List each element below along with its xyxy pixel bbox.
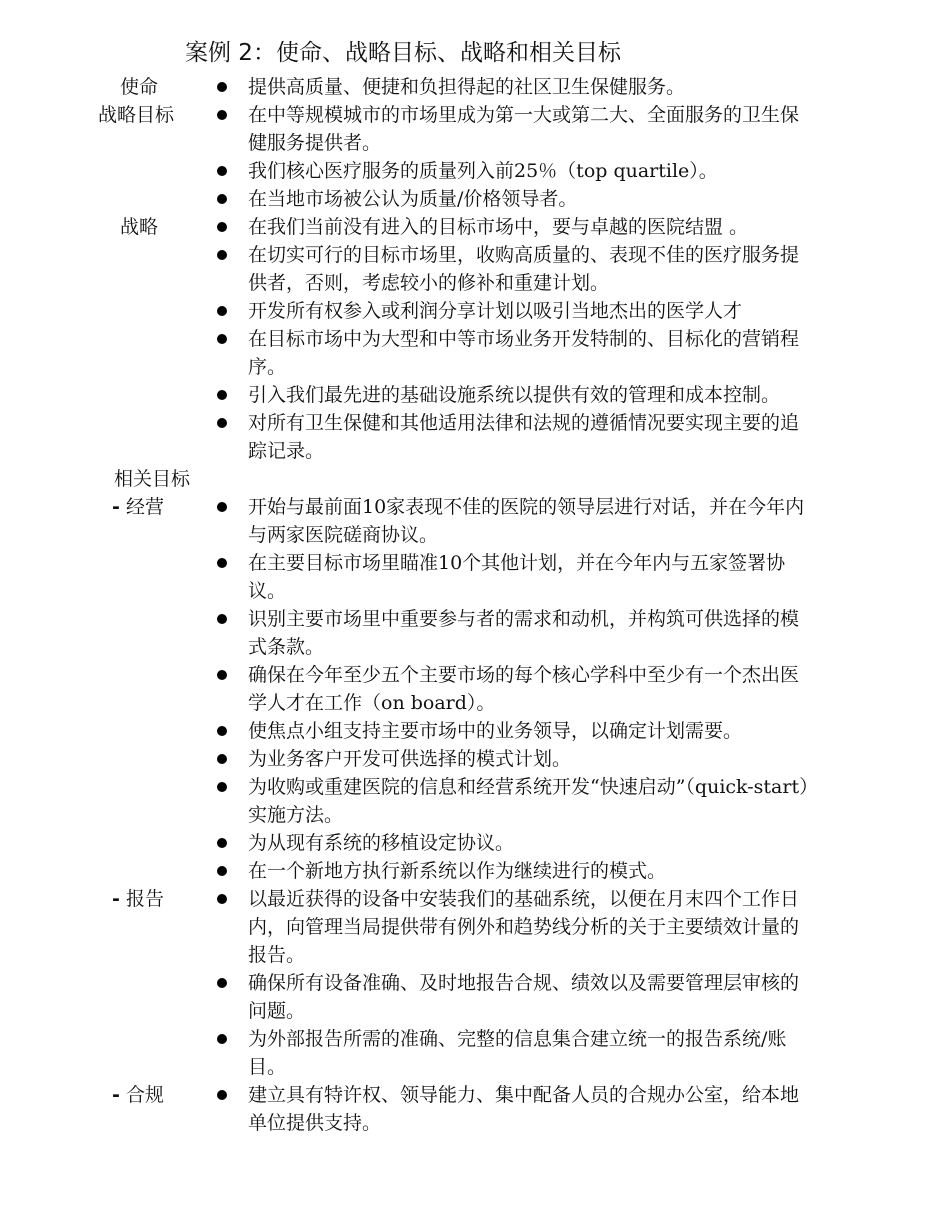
- compliance-label-text: 合规: [126, 1084, 165, 1106]
- list-item: [0, 73, 813, 101]
- list-item-text: 以最近获得的设备中安装我们的基础系统，以便在月末四个工作日内，向管理当局提供带有例外和趋势线分析的关于主要绩效计量的报告。: [248, 888, 800, 966]
- list-item: [0, 493, 813, 549]
- bullet-icon: [217, 754, 227, 764]
- list-item-text: 为业务客户开发可供选择的模式计划。: [248, 748, 572, 770]
- list-item-text: 识别主要市场里中重要参与者的需求和动机，并构筑可供选择的模式条款。: [248, 608, 800, 658]
- bullet-icon: [217, 82, 227, 92]
- operations-list: [0, 493, 950, 885]
- strategic-goals-label: 战略目标: [98, 104, 175, 126]
- list-item: [0, 213, 813, 241]
- bullet-icon: [217, 726, 227, 736]
- strategy-section: [0, 213, 950, 465]
- dash-marker: -: [112, 1084, 120, 1106]
- operations-section: [0, 493, 950, 885]
- list-item: [0, 241, 813, 297]
- bullet-icon: [217, 1034, 227, 1044]
- bullet-icon: [217, 222, 227, 232]
- reporting-label-text: 报告: [126, 888, 165, 910]
- dash-marker: -: [112, 496, 120, 518]
- operations-label-text: 经营: [126, 496, 165, 518]
- list-item: [0, 297, 813, 325]
- list-item: [0, 857, 813, 885]
- list-item: [0, 1025, 813, 1081]
- list-item-text: 建立具有特许权、领导能力、集中配备人员的合规办公室，给本地单位提供支持。: [248, 1084, 800, 1134]
- list-item-text: 确保所有设备准确、及时地报告合规、绩效以及需要管理层审核的问题。: [248, 972, 800, 1022]
- mission-list: [0, 73, 950, 101]
- page-title: 案例 2：使命、战略目标、战略和相关目标: [185, 40, 621, 66]
- list-item-text: 我们核心医疗服务的质量列入前25％（top quartile）。: [248, 160, 718, 182]
- mission-label: 使命: [120, 76, 159, 98]
- reporting-section: [0, 885, 950, 1081]
- list-item-text: 对所有卫生保健和其他适用法律和法规的遵循情况要实现主要的追踪记录。: [248, 412, 800, 462]
- list-item: [0, 773, 813, 829]
- bullet-icon: [217, 670, 227, 680]
- bullet-icon: [217, 418, 227, 428]
- list-item: [0, 1081, 813, 1137]
- list-item: [0, 969, 813, 1025]
- related-goals-label: 相关目标: [114, 468, 191, 490]
- list-item-text: 开始与最前面10家表现不佳的医院的领导层进行对话，并在今年内与两家医院磋商协议。: [248, 496, 805, 546]
- list-item-text: 为从现有系统的移植设定协议。: [248, 832, 515, 854]
- list-item: [0, 661, 813, 717]
- mission-section: [0, 73, 950, 101]
- bullet-icon: [217, 838, 227, 848]
- bullet-icon: [217, 502, 227, 512]
- list-item-text: 提供高质量、便捷和负担得起的社区卫生保健服务。: [248, 76, 686, 98]
- list-item: [0, 717, 813, 745]
- list-item-text: 在当地市场被公认为质量/价格领导者。: [248, 188, 578, 210]
- bullet-icon: [217, 110, 227, 120]
- document-content: [0, 73, 950, 1137]
- list-item: [0, 157, 813, 185]
- list-item: [0, 549, 813, 605]
- list-item: [0, 745, 813, 773]
- strategic-goals-list: [0, 101, 950, 213]
- list-item-text: 在目标市场中为大型和中等市场业务开发特制的、目标化的营销程序。: [248, 328, 800, 378]
- bullet-icon: [217, 782, 227, 792]
- dash-marker: -: [112, 888, 120, 910]
- bullet-icon: [217, 1090, 227, 1100]
- list-item: [0, 325, 813, 381]
- bullet-icon: [217, 614, 227, 624]
- list-item: [0, 101, 813, 157]
- list-item-text: 在主要目标市场里瞄准10个其他计划，并在今年内与五家签署协议。: [248, 552, 786, 602]
- list-item-text: 在我们当前没有进入的目标市场中，要与卓越的医院结盟 。: [248, 216, 749, 238]
- strategy-list: [0, 213, 950, 465]
- reporting-list: [0, 885, 950, 1081]
- list-item-text: 为外部报告所需的准确、完整的信息集合建立统一的报告系统/账目。: [248, 1028, 787, 1078]
- bullet-icon: [217, 194, 227, 204]
- related-goals-header: [0, 465, 950, 493]
- compliance-list: [0, 1081, 950, 1137]
- bullet-icon: [217, 558, 227, 568]
- list-item-text: 确保在今年至少五个主要市场的每个核心学科中至少有一个杰出医学人才在工作（on board）。: [248, 664, 800, 714]
- strategy-label: 战略: [120, 216, 159, 238]
- bullet-icon: [217, 390, 227, 400]
- bullet-icon: [217, 306, 227, 316]
- bullet-icon: [217, 334, 227, 344]
- list-item-text: 在一个新地方执行新系统以作为继续进行的模式。: [248, 860, 667, 882]
- list-item-text: 为收购或重建医院的信息和经营系统开发“快速启动”（quick-start）实施方法。: [248, 776, 809, 826]
- compliance-section: [0, 1081, 950, 1137]
- bullet-icon: [217, 166, 227, 176]
- list-item-text: 使焦点小组支持主要市场中的业务领导，以确定计划需要。: [248, 720, 743, 742]
- list-item: [0, 605, 813, 661]
- list-item-text: 引入我们最先进的基础设施系统以提供有效的管理和成本控制。: [248, 384, 781, 406]
- list-item: [0, 409, 813, 465]
- bullet-icon: [217, 250, 227, 260]
- bullet-icon: [217, 866, 227, 876]
- list-item: [0, 829, 813, 857]
- list-item-text: 开发所有权参入或利润分享计划以吸引当地杰出的医学人才: [248, 300, 743, 322]
- list-item: [0, 381, 813, 409]
- list-item: [0, 185, 813, 213]
- list-item: [0, 885, 813, 969]
- bullet-icon: [217, 894, 227, 904]
- list-item-text: 在中等规模城市的市场里成为第一大或第二大、全面服务的卫生保健服务提供者。: [248, 104, 800, 154]
- list-item-text: 在切实可行的目标市场里，收购高质量的、表现不佳的医疗服务提供者，否则，考虑较小的修补和重建计划。: [248, 244, 800, 294]
- strategic-goals-section: [0, 101, 950, 213]
- bullet-icon: [217, 978, 227, 988]
